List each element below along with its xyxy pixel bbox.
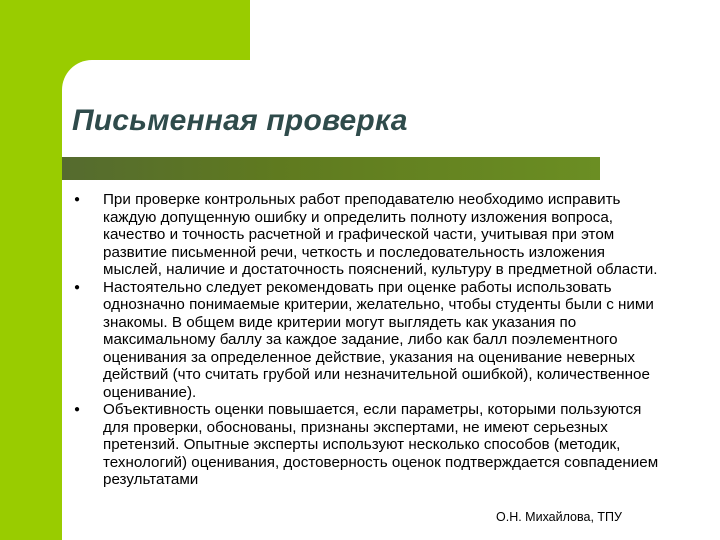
bullet-marker-icon: ● (74, 404, 81, 415)
bullet-item (72, 401, 668, 489)
footer-author: О.Н. Михайлова, ТПУ (496, 510, 622, 524)
bullet-item (72, 191, 668, 279)
bullet-item (72, 279, 668, 402)
title-divider (62, 157, 600, 180)
bullet-text: При проверке контрольных работ преподавателю необходимо исправить каждую допущенную ошибку и определить полноту изложения вопроса, качество и точность расчетной и графической части, учитывая при этом развитие письменной речи, четкость и последовательность изложения мыслей, наличие и достаточность пояснений, культуру в предметной области. (103, 191, 658, 278)
bullet-list (72, 191, 668, 489)
bullet-marker-icon: ● (74, 281, 81, 293)
bullet-text: Настоятельно следует рекомендовать при оценке работы использовать однозначно понимаемые критерии, желательно, чтобы студенты были с ними знакомы. В общем виде критерии могут выглядеть как указания по максимальному баллу за каждое задание, либо как балл поэлементного оценивания за определенное действие, указания на оценивание неверных действий (что считать грубой или незначительной ошибкой), количественное оценивание). (103, 278, 654, 401)
bullet-text: Объективность оценки повышается, если параметры, которыми пользуются для проверки, обоснованы, признаны экспертами, не имеют серьезных претензий. Опытные эксперты используют несколько способов (методик, технологий) оценивания, достоверность оценок подтверждается совпадением результатами (103, 401, 659, 488)
bullet-marker-icon: ● (74, 194, 81, 205)
slide-title: Письменная проверка (72, 104, 408, 137)
